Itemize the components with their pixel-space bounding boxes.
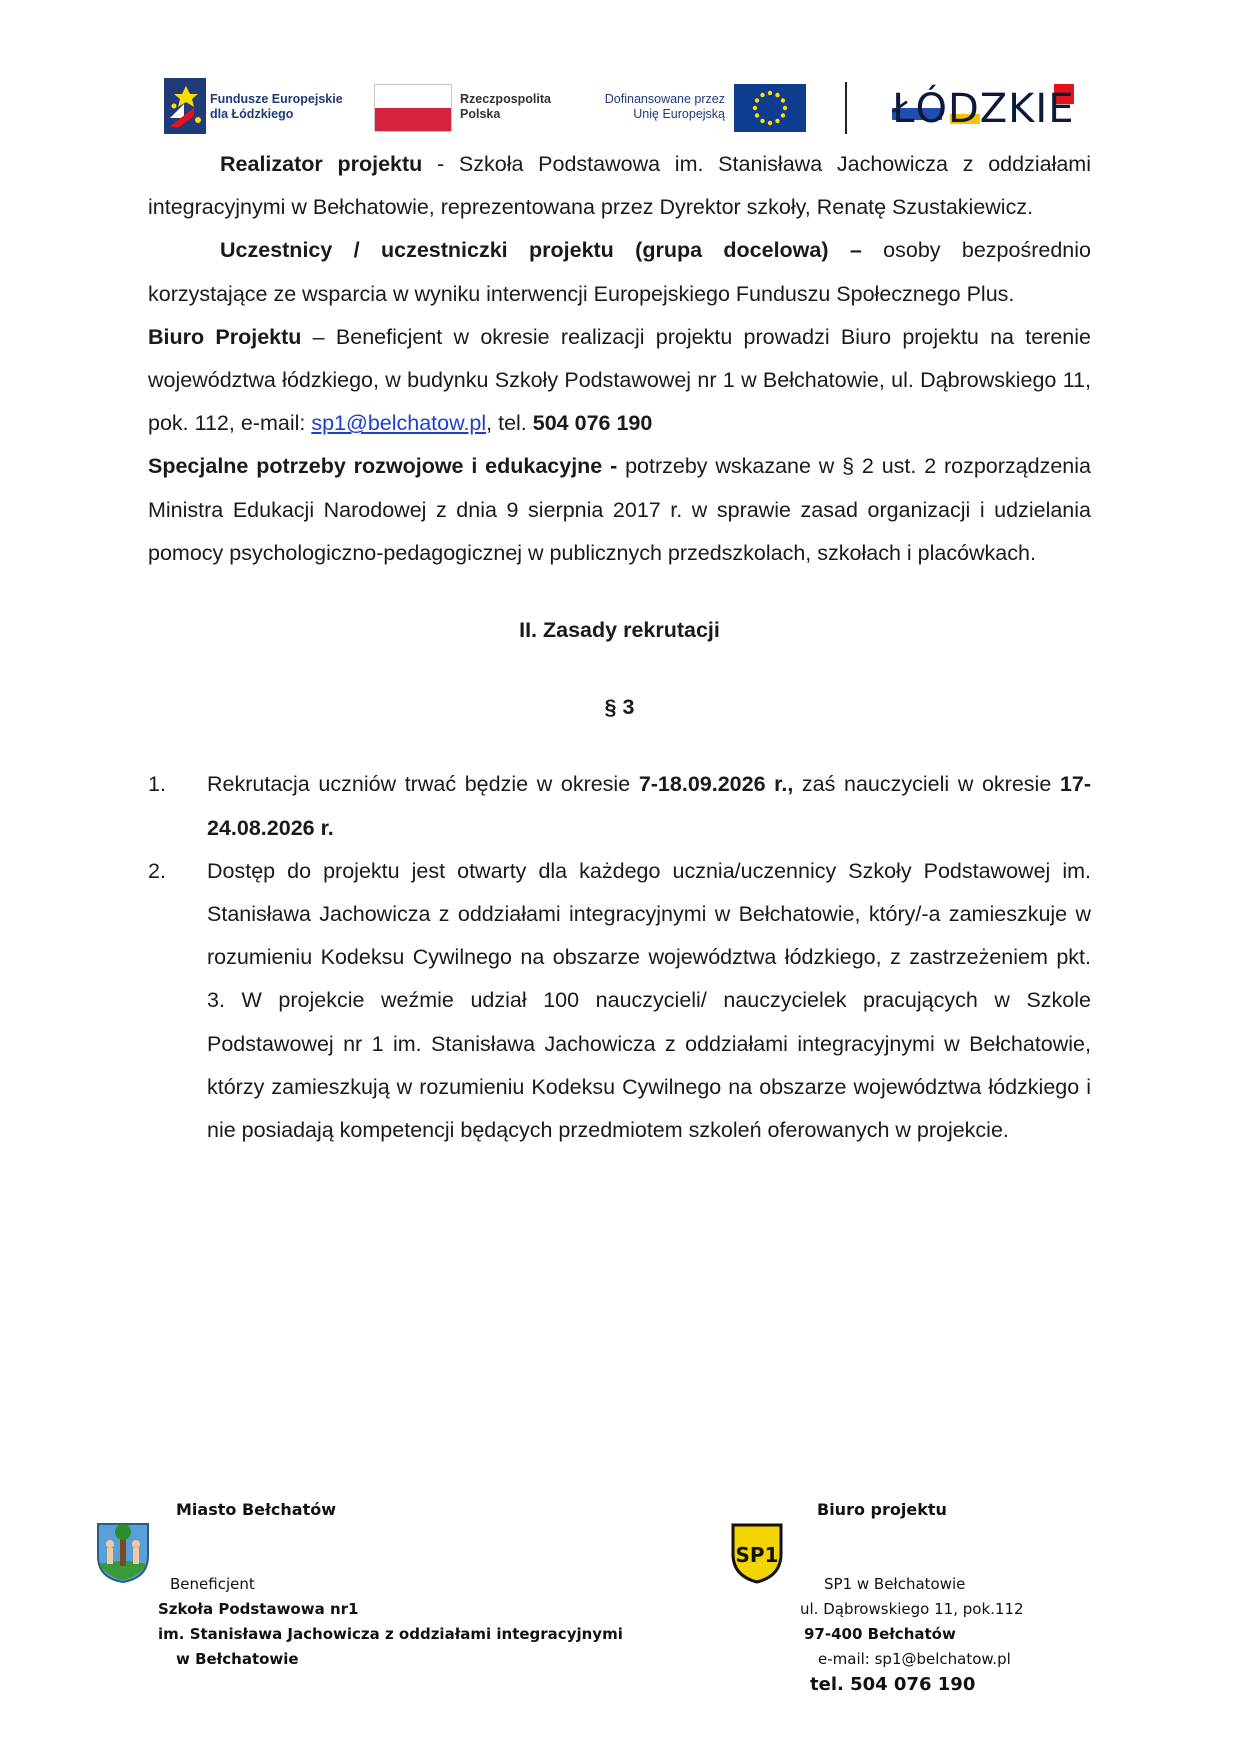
list-text: Rekrutacja uczniów trwać będzie w okresie — [207, 772, 639, 797]
footer-left-line: w Bełchatowie — [176, 1650, 299, 1668]
list-item — [148, 850, 1091, 1152]
footer-left-title: Miasto Bełchatów — [176, 1500, 337, 1519]
eu-flag-icon — [734, 84, 806, 132]
label-biuro: Biuro Projektu — [148, 324, 302, 349]
list-item — [148, 763, 1091, 849]
footer-left-line: Beneficjent — [170, 1575, 255, 1593]
text-biuro-tel: , tel. — [486, 411, 533, 436]
eu-star-icon — [755, 113, 759, 117]
text-realizator: - Szkoła Podstawowa im. Stanisława Jachowicza z oddziałami integracyjnymi w Bełchatowie, reprezentowana przez Dyrektor szkoły, Renatę Szustakiewicz. — [148, 152, 1091, 220]
eu-star-icon — [781, 98, 785, 102]
logo-bar — [160, 78, 1090, 138]
footer-right-line: 97-400 Bełchatów — [804, 1625, 956, 1643]
eu-star-icon — [783, 106, 787, 110]
fundusze-europejskie-icon — [164, 78, 206, 134]
fundusze-europejskie-text: Fundusze Europejskie dla Łódzkiego — [210, 92, 343, 121]
text-biuro: – Beneficjent w okresie realizacji projektu prowadzi Biuro projektu na terenie województwa łódzkiego, w budynku Szkoły Podstawowej nr 1 w Bełchatowie, ul. Dąbrowskiego 11, pok. 112, e-mail: — [148, 324, 1091, 436]
footer-right-line: e-mail: sp1@belchatow.pl — [818, 1650, 1011, 1668]
document-body — [148, 143, 1091, 1152]
footer-office — [800, 1572, 1060, 1697]
eu-star-icon — [755, 98, 759, 102]
lodzkie-logo — [892, 78, 1082, 134]
list-bold-date: 17- 24.08.2026 r. — [207, 772, 1091, 840]
polish-flag-icon — [374, 84, 452, 132]
paragraph-specjalne — [148, 445, 1091, 575]
text-uczestnicy: osoby bezpośrednio korzystające ze wsparcia w wyniku interwencji Europejskiego Funduszu Społecznego Plus. — [148, 238, 1091, 306]
paragraph-uczestnicy — [148, 229, 1091, 315]
rzeczpospolita-text: Rzeczpospolita Polska — [460, 92, 551, 121]
eu-star-icon — [768, 121, 772, 125]
sp1-school-logo-icon — [730, 1522, 784, 1584]
footer-right-line: SP1 w Bełchatowie — [824, 1575, 966, 1593]
logo-divider — [845, 82, 847, 134]
paragraph-realizator — [148, 143, 1091, 229]
footer-right-line: ul. Dąbrowskiego 11, pok.112 — [800, 1600, 1024, 1618]
footer-beneficiary — [158, 1572, 623, 1672]
list-bold-date: 7-18.09.2026 r., — [638, 772, 794, 797]
list-number: 1. — [148, 772, 166, 797]
footer-right-line: tel. 504 076 190 — [810, 1674, 976, 1695]
eu-star-icon — [768, 91, 772, 95]
label-realizator: Realizator projektu — [220, 152, 423, 176]
belchatow-crest-icon — [96, 1522, 150, 1584]
text-specjalne: potrzeby wskazane w § 2 ust. 2 rozporządzenia Ministra Edukacji Narodowej z dnia 9 sierpnia 2017 r. w sprawie zasad organizacji i udzielania pomocy psychologiczno-pedagogicznej w publicznych przedszkolach, szkołach i placówkach. — [148, 454, 1091, 565]
label-specjalne: Specjalne potrzeby rozwojowe i edukacyjne - — [148, 454, 618, 479]
lodzkie-text: ŁÓDZKIE — [892, 86, 1075, 132]
section-title: II. Zasady rekrutacji — [519, 618, 720, 643]
eu-star-icon — [760, 93, 764, 97]
eu-funding-text: Dofinansowane przez Unię Europejską — [604, 92, 725, 121]
eu-star-icon — [775, 93, 779, 97]
phone-number: 504 076 190 — [532, 411, 653, 436]
section-paragraph-number: § 3 — [604, 695, 635, 720]
footer-right-title: Biuro projektu — [817, 1500, 947, 1519]
eu-star-icon — [775, 119, 779, 123]
rules-list — [148, 763, 1091, 1152]
list-number: 2. — [148, 858, 166, 883]
email-link[interactable]: sp1@belchatow.pl — [311, 411, 487, 436]
eu-star-icon — [753, 106, 757, 110]
footer-left-line: im. Stanisława Jachowicza z oddziałami integracyjnymi — [158, 1625, 623, 1643]
list-text: Dostęp do projektu jest otwarty dla każdego ucznia/uczennicy Szkoły Podstawowej im. Stanisława Jachowicza z oddziałami integracyjnymi w Bełchatowie, który/-a zamieszkuje w rozumieniu Kodeksu Cywilnego na obszarze województwa łódzkiego, z zastrzeżeniem pkt. 3. W projekcie weźmie udział 100 nauczycieli/ nauczycielek pracujących w Szkole Podstawowej nr 1 im. Stanisława Jachowicza z oddziałami integracyjnymi w Bełchatowie, którzy zamieszkują w rozumieniu Kodeksu Cywilnego na obszarze województwa łódzkiego i nie posiadają kompetencji będących przedmiotem szkoleń oferowanych w projekcie. — [207, 858, 1091, 1143]
paragraph-biuro — [148, 316, 1091, 446]
eu-star-icon — [760, 119, 764, 123]
footer — [0, 1490, 1241, 1695]
footer-left-line: Szkoła Podstawowa nr1 — [158, 1600, 359, 1618]
sp1-logo-label: SP1 — [735, 1543, 779, 1567]
label-uczestnicy: Uczestnicy / uczestniczki projektu (grupa docelowa) – — [220, 238, 862, 263]
eu-star-icon — [781, 113, 785, 117]
list-text: zaś nauczycieli w okresie — [793, 772, 1060, 797]
